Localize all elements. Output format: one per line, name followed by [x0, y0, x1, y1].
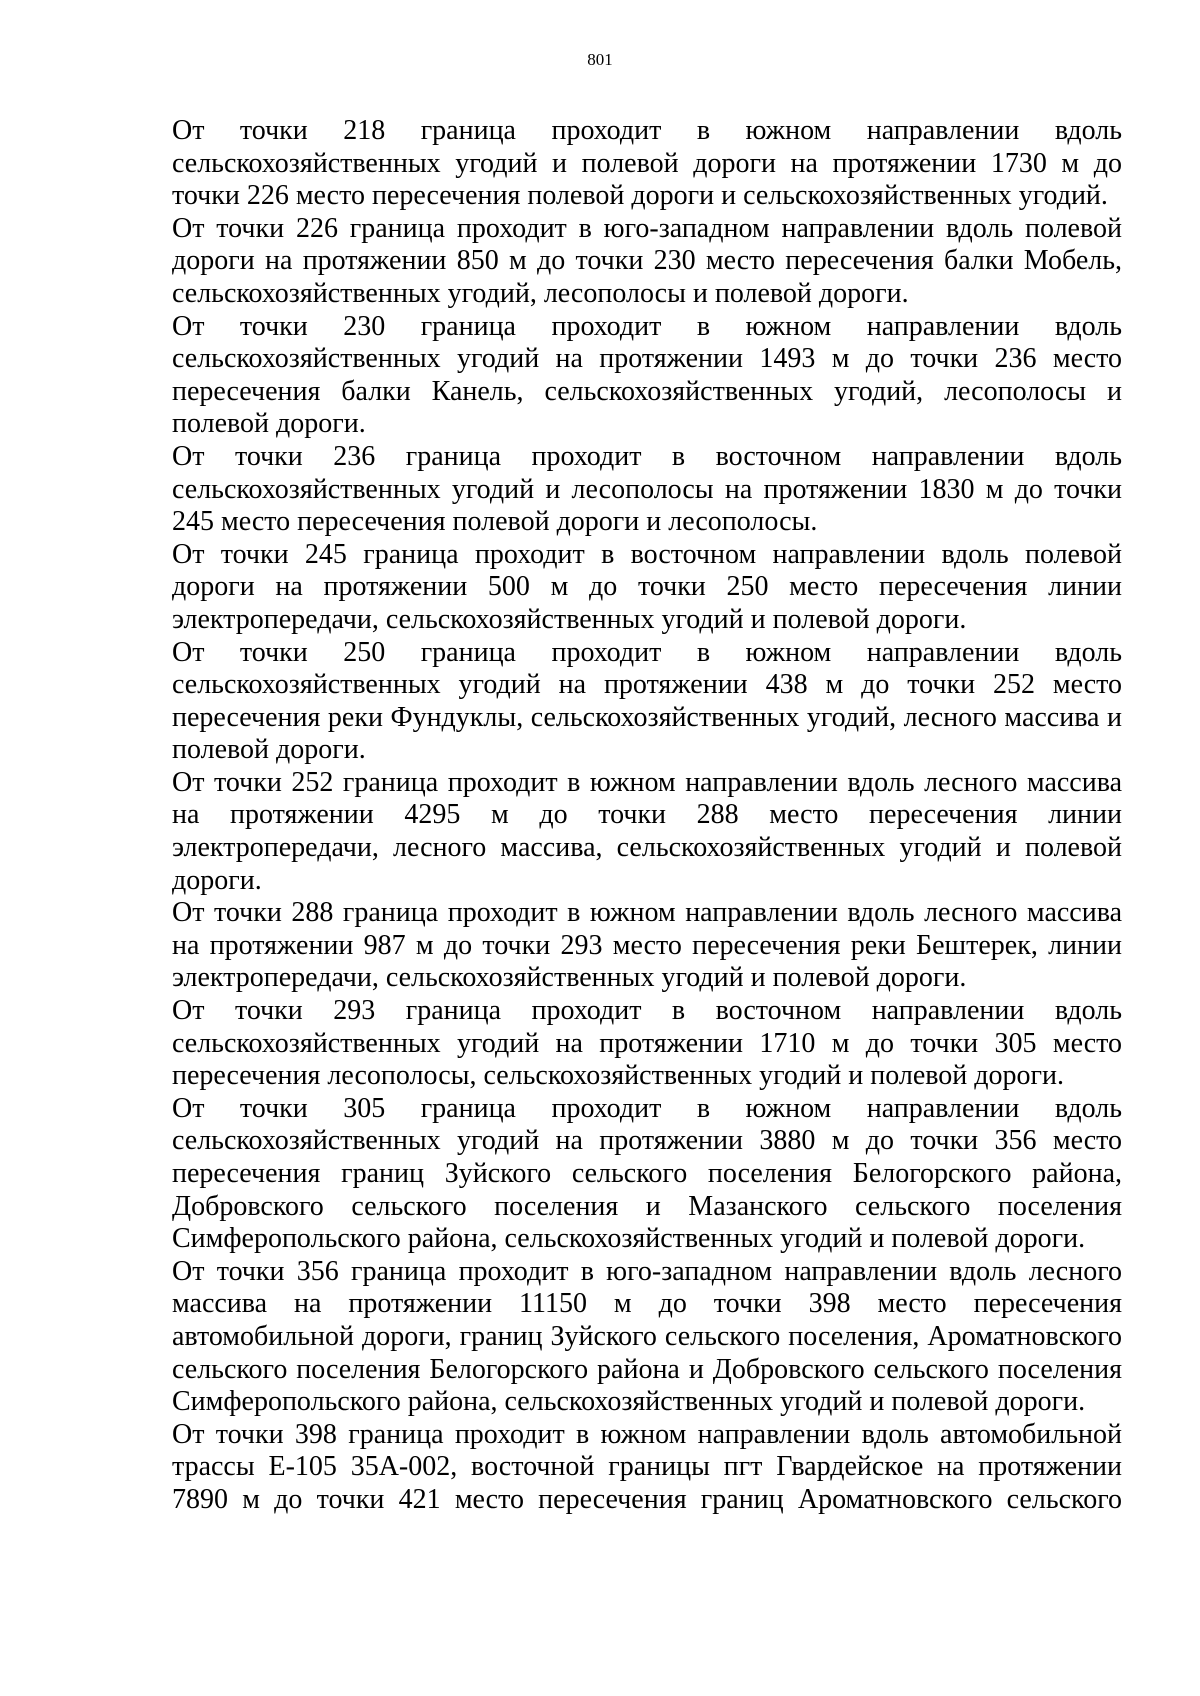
- paragraph-8: От точки 288 граница проходит в южном направлении вдоль лесного массива на протяжении 987 м до точки 293 место пересечения реки Бештерек, линии электропередачи, сельскохозяйственных угодий и полевой дороги.: [172, 897, 1122, 994]
- paragraph-4: От точки 236 граница проходит в восточном направлении вдоль сельскохозяйственных угодий и лесополосы на протяжении 1830 м до точки 245 место пересечения полевой дороги и лесополосы.: [172, 440, 1122, 538]
- paragraph-5: От точки 245 граница проходит в восточном направлении вдоль полевой дороги на протяжении 500 м до точки 250 место пересечения линии электропередачи, сельскохозяйственных угодий и полевой дороги.: [172, 538, 1122, 635]
- paragraph-2: От точки 226 граница проходит в юго-западном направлении вдоль полевой дороги на протяжении 850 м до точки 230 место пересечения балки Мобель, сельскохозяйственных угодий, лесополосы и полевой дороги.: [172, 212, 1122, 309]
- paragraph-9: От точки 293 граница проходит в восточном направлении вдоль сельскохозяйственных угодий на протяжении 1710 м до точки 305 место пересечения лесополосы, сельскохозяйственных угодий и полевой дороги.: [172, 995, 1122, 1092]
- page-number: 801: [587, 50, 613, 69]
- paragraph-10: От точки 305 граница проходит в южном направлении вдоль сельскохозяйственных угодий на протяжении 3880 м до точки 356 место пересечения границ Зуйского сельского поселения Белогорского района, Добровского сельского поселения и Мазанского сельского поселения Симферопольского района, сельскохозяйственных угодий и полевой дороги.: [172, 1092, 1122, 1255]
- paragraph-3: От точки 230 граница проходит в южном направлении вдоль сельскохозяйственных угодий на протяжении 1493 м до точки 236 место пересечения балки Канель, сельскохозяйственных угодий, лесополосы и полевой дороги.: [172, 310, 1122, 440]
- paragraph-7: От точки 252 граница проходит в южном направлении вдоль лесного массива на протяжении 4295 м до точки 288 место пересечения линии электропередачи, лесного массива, сельскохозяйственных угодий и полевой дороги.: [172, 766, 1122, 896]
- paragraph-11: От точки 356 граница проходит в юго-западном направлении вдоль лесного массива на протяжении 11150 м до точки 398 место пересечения автомобильной дороги, границ Зуйского сельского поселения, Ароматновского сельского поселения Белогорского района и Добровского сельского поселения Симферопольского района, сельскохозяйственных угодий и полевой дороги.: [172, 1255, 1122, 1418]
- paragraph-6: От точки 250 граница проходит в южном направлении вдоль сельскохозяйственных угодий на протяжении 438 м до точки 252 место пересечения реки Фундуклы, сельскохозяйственных угодий, лесного массива и полевой дороги.: [172, 636, 1122, 766]
- paragraph-1: От точки 218 граница проходит в южном направлении вдоль сельскохозяйственных угодий и полевой дороги на протяжении 1730 м до точки 226 место пересечения полевой дороги и сельскохозяйственных угодий.: [172, 115, 1122, 212]
- document-body: [172, 115, 1122, 1517]
- paragraph-12: От точки 398 граница проходит в южном направлении вдоль автомобильной трассы Е-105 35А-002, восточной границы пгт Гвардейское на протяжении 7890 м до точки 421 место пересечения границ Ароматновского сельского: [172, 1418, 1122, 1515]
